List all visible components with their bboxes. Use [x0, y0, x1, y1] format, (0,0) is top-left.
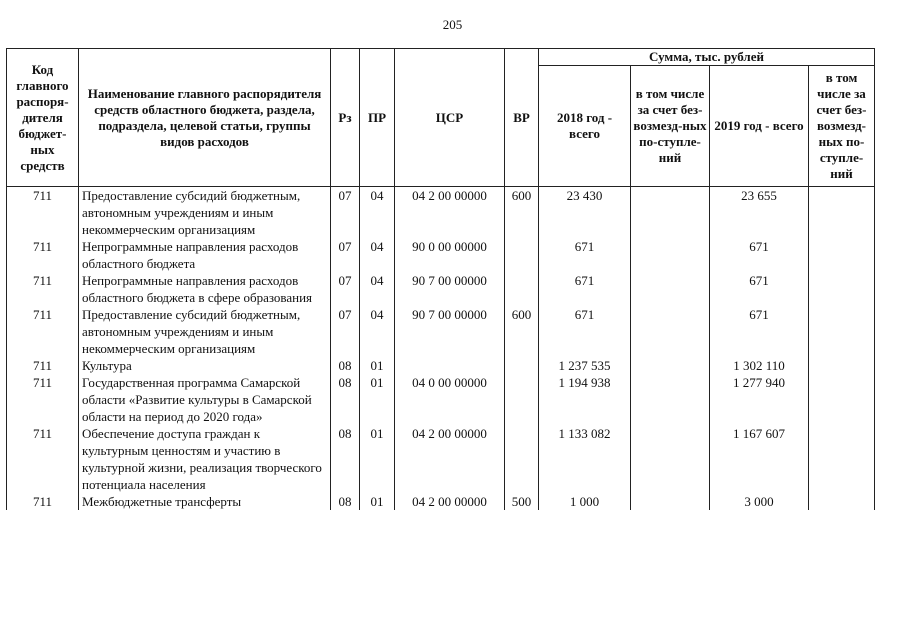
cell-rz: 07 [331, 272, 360, 306]
cell-pr: 01 [360, 357, 395, 374]
cell-rz: 08 [331, 357, 360, 374]
cell-pr: 04 [360, 187, 395, 239]
cell-rz: 08 [331, 374, 360, 425]
header-pr: ПР [360, 49, 395, 187]
cell-code: 711 [7, 306, 79, 357]
header-code: Код главного распоря-дителя бюджет-ных средств [7, 49, 79, 187]
cell-rz: 07 [331, 187, 360, 239]
cell-2019-total: 23 655 [710, 187, 809, 239]
cell-2018-free [631, 425, 710, 493]
cell-csr [395, 357, 505, 374]
cell-vr [505, 238, 539, 272]
cell-rz: 08 [331, 425, 360, 493]
cell-vr [505, 425, 539, 493]
cell-2019-total: 3 000 [710, 493, 809, 510]
header-name: Наименование главного распорядителя средств областного бюджета, раздела, подраздела, целевой статьи, группы видов расходов [79, 49, 331, 187]
cell-csr: 04 0 00 00000 [395, 374, 505, 425]
cell-2018-total: 1 237 535 [539, 357, 631, 374]
cell-2019-free [809, 238, 875, 272]
cell-2019-total: 671 [710, 238, 809, 272]
budget-table [6, 48, 875, 510]
cell-pr: 01 [360, 374, 395, 425]
cell-vr: 500 [505, 493, 539, 510]
header-csr: ЦСР [395, 49, 505, 187]
cell-2018-total: 1 000 [539, 493, 631, 510]
cell-2019-total: 1 167 607 [710, 425, 809, 493]
cell-2019-free [809, 187, 875, 239]
header-2018-total: 2018 год - всего [539, 66, 631, 187]
cell-2018-free [631, 306, 710, 357]
table-row [7, 357, 875, 374]
cell-2019-free [809, 357, 875, 374]
table-row [7, 306, 875, 357]
table-body [7, 187, 875, 511]
cell-code: 711 [7, 425, 79, 493]
cell-csr: 90 7 00 00000 [395, 272, 505, 306]
cell-rz: 07 [331, 306, 360, 357]
table-row [7, 374, 875, 425]
cell-2018-total: 671 [539, 238, 631, 272]
cell-2019-free [809, 306, 875, 357]
table-row [7, 187, 875, 239]
cell-2018-free [631, 187, 710, 239]
cell-pr: 01 [360, 425, 395, 493]
cell-pr: 04 [360, 306, 395, 357]
header-2019-total: 2019 год - всего [710, 66, 809, 187]
cell-vr [505, 374, 539, 425]
cell-name: Непрограммные направления расходов областного бюджета в сфере образования [79, 272, 331, 306]
cell-name: Предоставление субсидий бюджетным, автономным учреждениям и иным некоммерческим организациям [79, 306, 331, 357]
cell-name: Межбюджетные трансферты [79, 493, 331, 510]
cell-vr: 600 [505, 306, 539, 357]
cell-vr [505, 272, 539, 306]
table-row [7, 272, 875, 306]
cell-code: 711 [7, 187, 79, 239]
cell-name: Культура [79, 357, 331, 374]
cell-vr [505, 357, 539, 374]
cell-pr: 04 [360, 272, 395, 306]
page-number: 205 [442, 17, 463, 32]
cell-code: 711 [7, 272, 79, 306]
cell-csr: 04 2 00 00000 [395, 425, 505, 493]
table-row [7, 425, 875, 493]
cell-2019-free [809, 493, 875, 510]
cell-name: Обеспечение доступа граждан к культурным ценностям и участию в культурной жизни, реализация творческого потенциала населения [79, 425, 331, 493]
cell-2018-free [631, 493, 710, 510]
cell-2018-total: 1 194 938 [539, 374, 631, 425]
header-rz: Рз [331, 49, 360, 187]
cell-code: 711 [7, 493, 79, 510]
cell-name: Государственная программа Самарской области «Развитие культуры в Самарской области на период до 2020 года» [79, 374, 331, 425]
cell-2019-total: 671 [710, 306, 809, 357]
cell-2018-free [631, 272, 710, 306]
cell-csr: 90 7 00 00000 [395, 306, 505, 357]
cell-code: 711 [7, 374, 79, 425]
cell-2019-total: 1 277 940 [710, 374, 809, 425]
cell-code: 711 [7, 357, 79, 374]
cell-csr: 04 2 00 00000 [395, 493, 505, 510]
cell-2018-free [631, 238, 710, 272]
table-row [7, 238, 875, 272]
cell-2018-total: 671 [539, 272, 631, 306]
cell-code: 711 [7, 238, 79, 272]
header-sum: Сумма, тыс. рублей [539, 49, 875, 66]
cell-rz: 07 [331, 238, 360, 272]
cell-pr: 04 [360, 238, 395, 272]
cell-2018-total: 671 [539, 306, 631, 357]
cell-2019-free [809, 425, 875, 493]
header-2018-free: в том числе за счет без-возмезд-ных по-ступле-ний [631, 66, 710, 187]
header-2019-free: в том числе за счет без-возмезд-ных по-ступле-ний [809, 66, 875, 187]
cell-rz: 08 [331, 493, 360, 510]
cell-2019-free [809, 374, 875, 425]
cell-name: Предоставление субсидий бюджетным, автономным учреждениям и иным некоммерческим организациям [79, 187, 331, 239]
header-vr: ВР [505, 49, 539, 187]
cell-name: Непрограммные направления расходов областного бюджета [79, 238, 331, 272]
cell-vr: 600 [505, 187, 539, 239]
cell-2018-total: 1 133 082 [539, 425, 631, 493]
cell-2019-total: 1 302 110 [710, 357, 809, 374]
table-row [7, 493, 875, 510]
cell-csr: 04 2 00 00000 [395, 187, 505, 239]
cell-2019-total: 671 [710, 272, 809, 306]
cell-pr: 01 [360, 493, 395, 510]
cell-2019-free [809, 272, 875, 306]
cell-2018-total: 23 430 [539, 187, 631, 239]
cell-2018-free [631, 357, 710, 374]
table-header [7, 49, 875, 187]
cell-csr: 90 0 00 00000 [395, 238, 505, 272]
cell-2018-free [631, 374, 710, 425]
